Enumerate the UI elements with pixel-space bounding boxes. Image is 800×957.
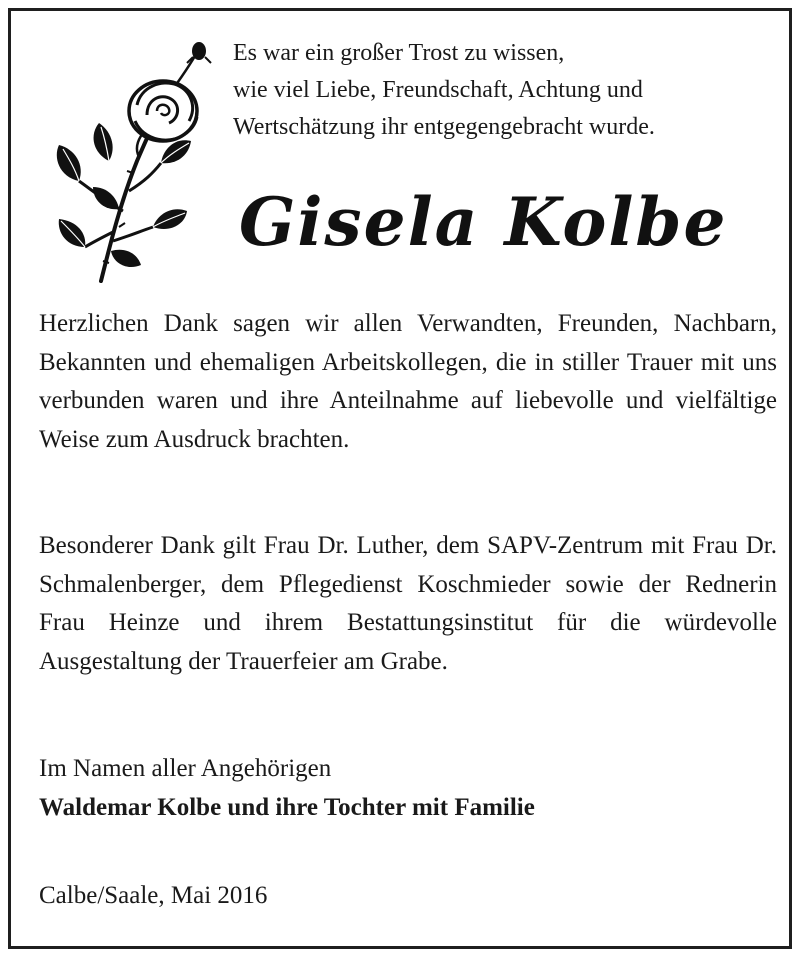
obituary-notice <box>8 8 792 949</box>
signature-names: Waldemar Kolbe und ihre Tochter mit Familie <box>39 793 535 821</box>
deceased-name: Gisela Kolbe <box>239 183 728 261</box>
quote-line-2: wie viel Liebe, Freundschaft, Achtung und <box>233 77 643 103</box>
rose-icon <box>49 41 229 293</box>
quote-line-3: Wertschätzung ihr entgegengebracht wurde. <box>233 114 655 140</box>
thanks-paragraph: Herzlichen Dank sagen wir allen Verwandten, Freunden, Nachbarn, Bekannten und ehemaligen Arbeitskollegen, die in stiller Trauer mit uns verbunden waren und ihre Anteilnahme auf liebevolle und vielfältige Weise zum Ausdruck brachten. <box>39 310 777 453</box>
signature-intro: Im Namen aller Angehörigen <box>39 755 332 782</box>
memorial-quote <box>233 35 783 146</box>
quote-line-1: Es war ein großer Trost zu wissen, <box>233 40 565 66</box>
special-thanks-paragraph: Besonderer Dank gilt Frau Dr. Luther, dem SAPV-Zentrum mit Frau Dr. Schmalenberger, dem Pflegedienst Koschmieder sowie der Rednerin Frau Heinze und ihrem Bestattungsinstitut für die würdevolle Ausgestaltung der Trauerfeier am Grabe. <box>39 532 777 675</box>
signature-block <box>39 750 535 827</box>
place-date: Calbe/Saale, Mai 2016 <box>39 882 268 909</box>
